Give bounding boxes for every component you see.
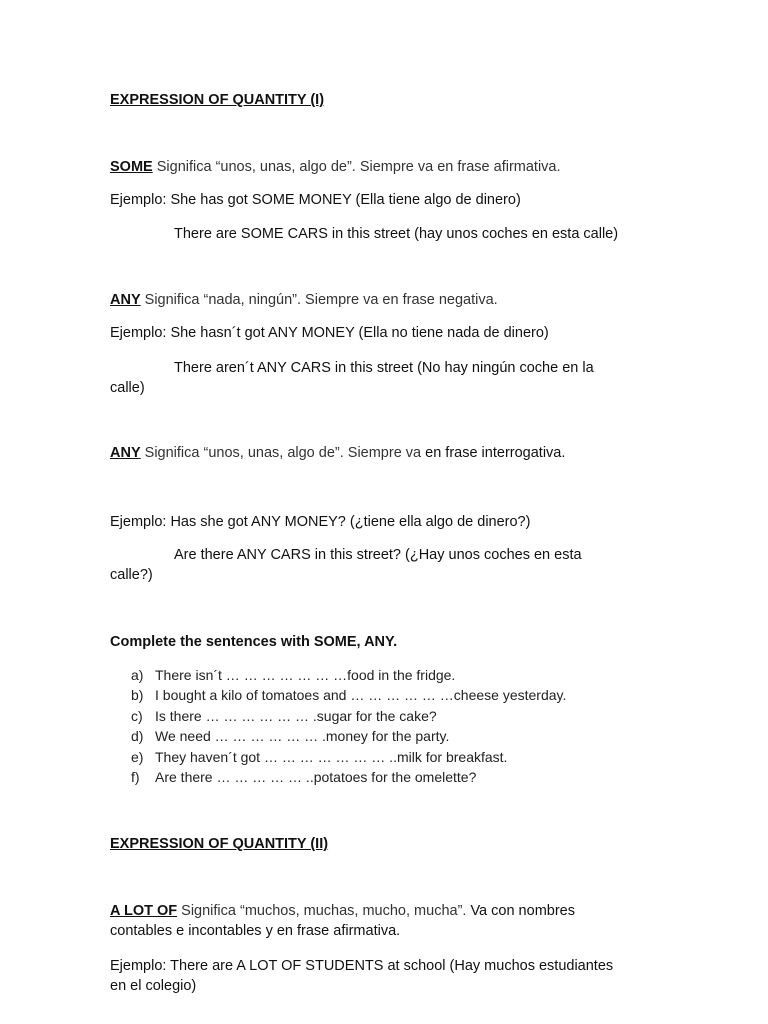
- exercise-item: [131, 665, 455, 685]
- exercise-item: [131, 706, 437, 726]
- exercise-item-text: I bought a kilo of tomatoes and … … … … … …cheese yesterday.: [155, 687, 567, 703]
- exercise-item: [131, 726, 449, 746]
- exercise-item-label: a): [131, 667, 144, 683]
- any-negative-example-2b: calle): [110, 380, 145, 396]
- exercise-item: [131, 685, 566, 705]
- a-lot-of-def-text: Significa “muchos, muchas, mucho, mucha”.: [177, 903, 467, 919]
- some-example-1: Ejemplo: She has got SOME MONEY (Ella tiene algo de dinero): [110, 192, 521, 208]
- exercise-item: [131, 747, 507, 767]
- a-lot-of-definition: [110, 901, 575, 921]
- a-lot-of-def-text-2: Va con nombres: [466, 903, 575, 919]
- exercise-item-label: c): [131, 708, 143, 724]
- any-negative-keyword: ANY: [110, 292, 141, 308]
- a-lot-of-keyword: A LOT OF: [110, 903, 178, 919]
- section1-title: EXPRESSION OF QUANTITY (I): [110, 92, 325, 108]
- a-lot-of-example-1b: en el colegio): [110, 978, 197, 994]
- any-interrogative-def-text-2: en frase interrogativa.: [425, 445, 566, 461]
- exercise-item-label: f): [131, 769, 140, 785]
- any-negative-def-text: Significa “nada, ningún”. Siempre va en frase negativa.: [140, 292, 498, 308]
- section2-title: EXPRESSION OF QUANTITY (II): [110, 836, 329, 852]
- some-keyword: SOME: [110, 159, 153, 175]
- a-lot-of-definition-line-2: contables e incontables y en frase afirmativa.: [110, 923, 401, 939]
- any-interrogative-example-2b: calle?): [110, 567, 153, 583]
- some-definition: [110, 157, 561, 177]
- any-interrogative-example-1: Ejemplo: Has she got ANY MONEY? (¿tiene ella algo de dinero?): [110, 514, 531, 530]
- exercise-item-text: They haven´t got … … … … … … … ..milk for breakfast.: [155, 749, 508, 765]
- any-negative-definition: [110, 290, 498, 310]
- exercise-item-label: e): [131, 749, 144, 765]
- exercise-item-label: b): [131, 687, 144, 703]
- any-negative-example-2a: There aren´t ANY CARS in this street (No hay ningún coche en la: [174, 360, 594, 376]
- some-example-2: There are SOME CARS in this street (hay unos coches en esta calle): [174, 226, 619, 242]
- exercise-item: [131, 767, 476, 787]
- some-def-text: Significa “unos, unas, algo de”. Siempre va en frase afirmativa.: [152, 159, 561, 175]
- exercise-item-text: Are there … … … … … ..potatoes for the omelette?: [155, 769, 477, 785]
- a-lot-of-example-1a: Ejemplo: There are A LOT OF STUDENTS at school (Hay muchos estudiantes: [110, 958, 614, 974]
- any-interrogative-example-2a: Are there ANY CARS in this street? (¿Hay unos coches en esta: [174, 547, 582, 563]
- exercise-heading: Complete the sentences with SOME, ANY.: [110, 634, 398, 650]
- exercise-item-text: We need … … … … … … .money for the party.: [155, 728, 450, 744]
- exercise-item-text: There isn´t … … … … … … …food in the fridge.: [155, 667, 456, 683]
- any-negative-example-1: Ejemplo: She hasn´t got ANY MONEY (Ella no tiene nada de dinero): [110, 325, 549, 341]
- any-interrogative-keyword: ANY: [110, 445, 141, 461]
- exercise-item-label: d): [131, 728, 144, 744]
- exercise-item-text: Is there … … … … … … .sugar for the cake?: [155, 708, 437, 724]
- any-interrogative-definition: [110, 443, 565, 463]
- any-interrogative-def-text: Significa “unos, unas, algo de”. Siempre va: [140, 445, 426, 461]
